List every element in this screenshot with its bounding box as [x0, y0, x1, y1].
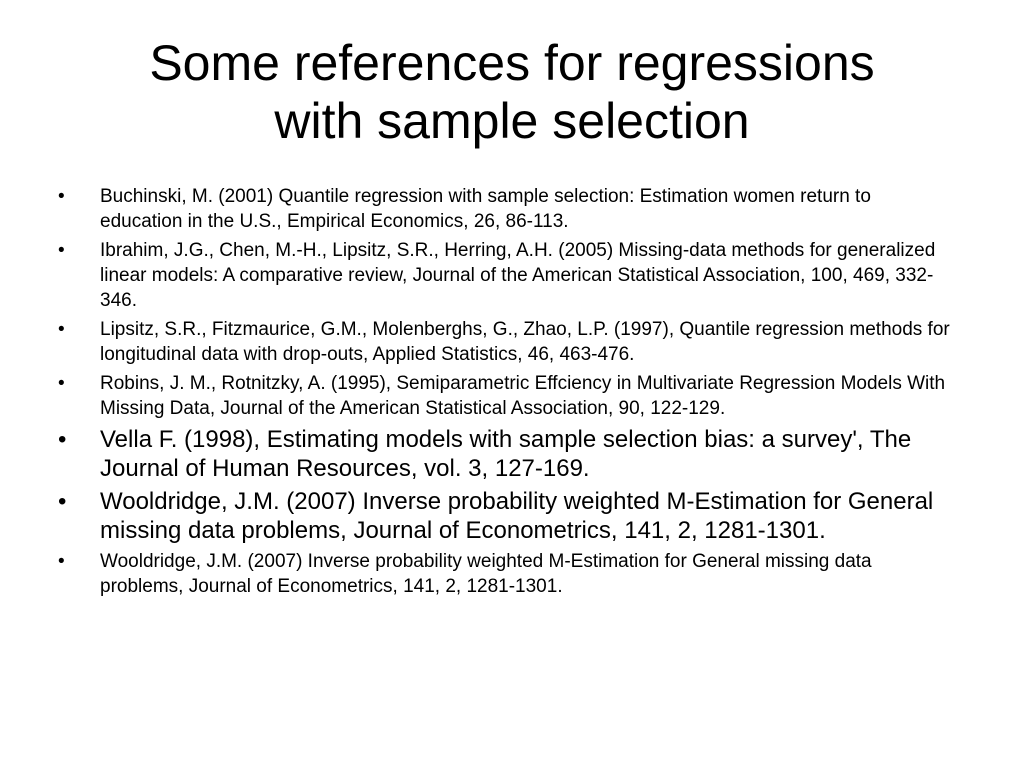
reference-item [58, 549, 958, 599]
bullet-icon: • [58, 551, 65, 572]
reference-item [58, 425, 958, 483]
reference-item [58, 487, 958, 545]
slide-title [0, 34, 1024, 150]
reference-item [58, 238, 958, 313]
title-line-2: with sample selection [274, 93, 750, 149]
reference-text: Lipsitz, S.R., Fitzmaurice, G.M., Molenberghs, G., Zhao, L.P. (1997), Quantile regression methods for longitudinal data with drop-outs, Applied Statistics, 46, 463-476. [100, 319, 950, 365]
reference-text: Vella F. (1998), Estimating models with sample selection bias: a survey', The Journal of Human Resources, vol. 3, 127-169. [100, 426, 912, 482]
reference-text: Wooldridge, J.M. (2007) Inverse probability weighted M-Estimation for General missing data problems, Journal of Econometrics, 141, 2, 1281-1301. [100, 551, 872, 597]
reference-item [58, 317, 958, 367]
reference-text: Wooldridge, J.M. (2007) Inverse probability weighted M-Estimation for General missing data problems, Journal of Econometrics, 141, 2, 1281-1301. [100, 488, 934, 544]
bullet-icon: • [58, 186, 65, 207]
bullet-icon: • [58, 426, 67, 453]
reference-list [58, 184, 958, 603]
reference-item [58, 371, 958, 421]
reference-text: Ibrahim, J.G., Chen, M.-H., Lipsitz, S.R., Herring, A.H. (2005) Missing-data methods for generalized linear models: A comparative review, Journal of the American Statistical Association, 100, 469, 332-346. [100, 240, 936, 311]
title-line-1: Some references for regressions [149, 35, 875, 91]
reference-item [58, 184, 958, 234]
bullet-icon: • [58, 240, 65, 261]
bullet-icon: • [58, 488, 67, 515]
reference-text: Robins, J. M., Rotnitzky, A. (1995), Semiparametric Effciency in Multivariate Regression Models With Missing Data, Journal of the American Statistical Association, 90, 122-129. [100, 373, 946, 419]
bullet-icon: • [58, 373, 65, 394]
bullet-icon: • [58, 319, 65, 340]
reference-text: Buchinski, M. (2001) Quantile regression with sample selection: Estimation women return to education in the U.S., Empirical Economics, 26, 86-113. [100, 186, 871, 232]
